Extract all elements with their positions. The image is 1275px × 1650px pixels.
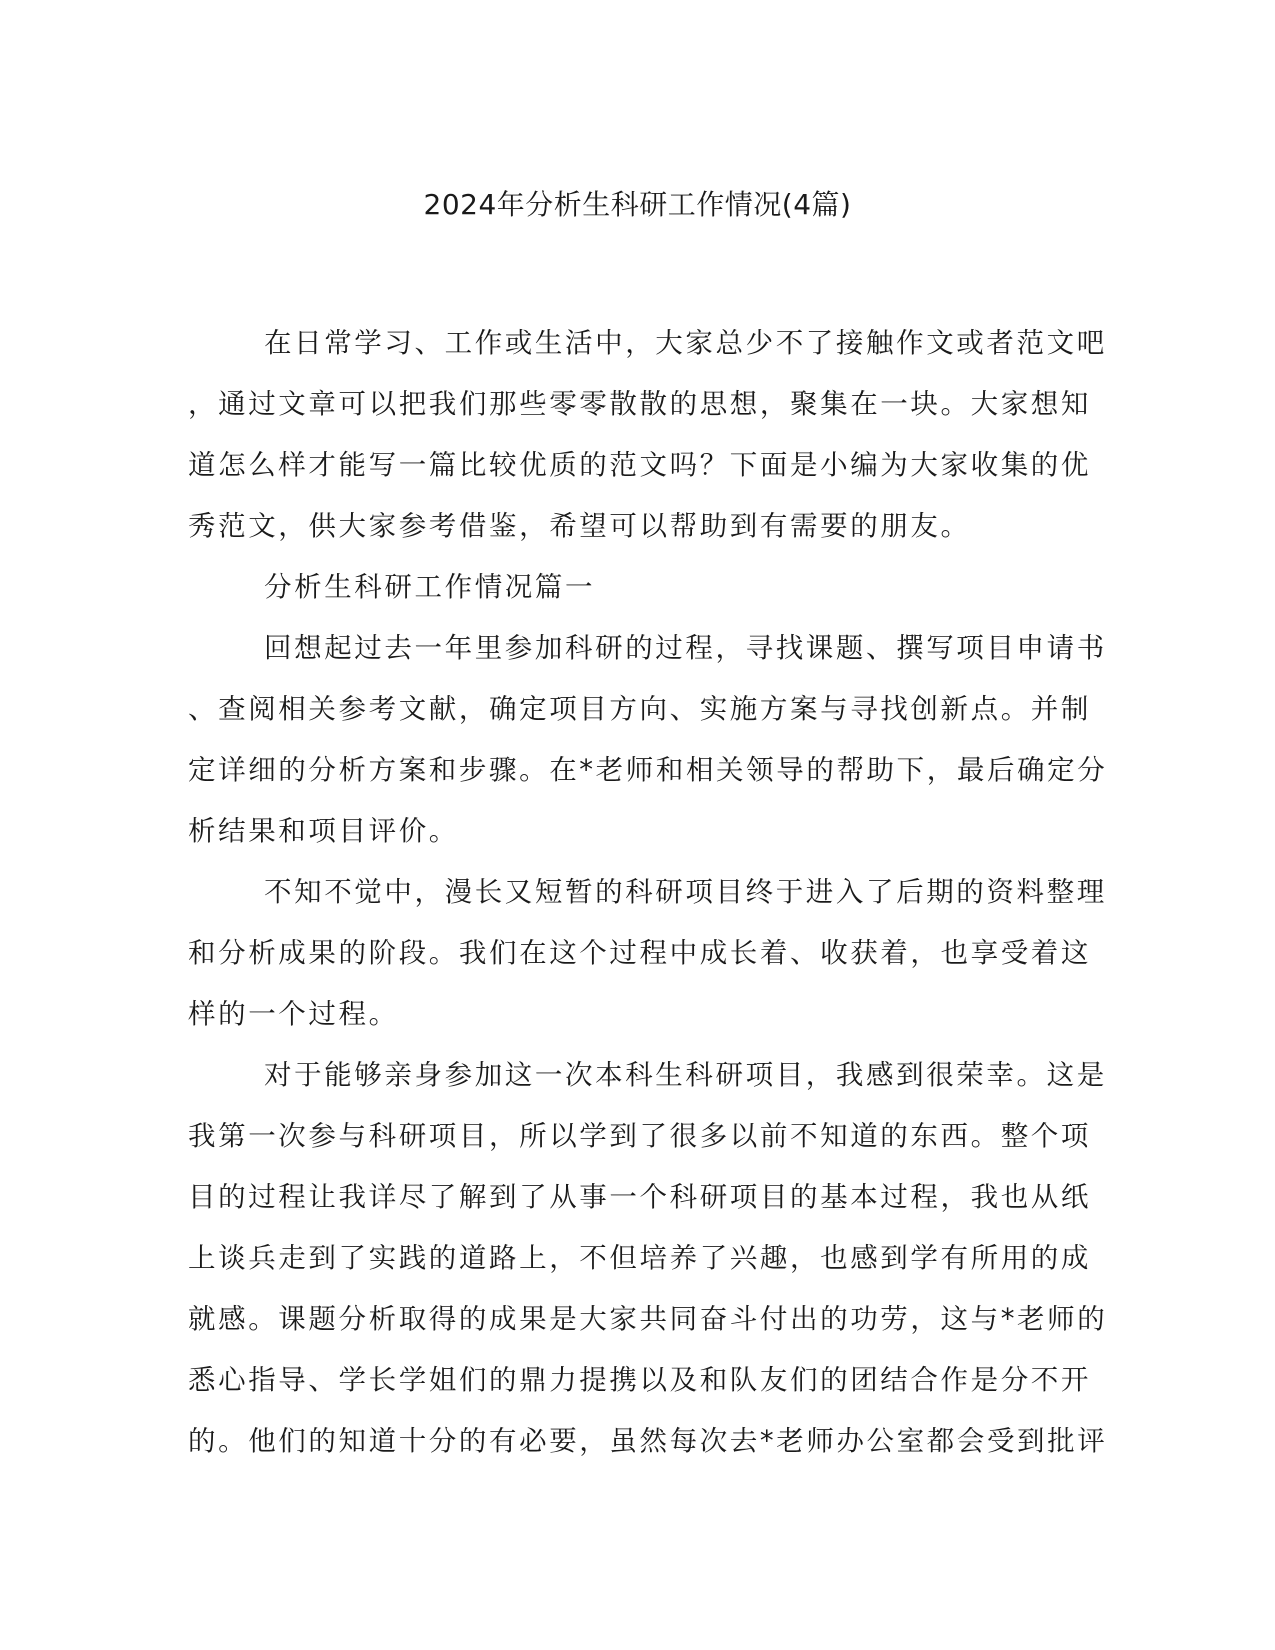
text-line: 上谈兵走到了实践的道路上，不但培养了兴趣，也感到学有所用的成 xyxy=(188,1242,1091,1274)
text-line: 对于能够亲身参加这一次本科生科研项目，我感到很荣幸。这是 xyxy=(264,1059,1107,1091)
text-line: ，通过文章可以把我们那些零零散散的思想，聚集在一块。大家想知 xyxy=(188,388,1091,420)
document-body xyxy=(188,323,1108,1482)
text-line: 在日常学习、工作或生活中，大家总少不了接触作文或者范文吧 xyxy=(264,327,1107,359)
text-line: 分析生科研工作情况篇一 xyxy=(264,571,596,603)
text-line: 析结果和项目评价。 xyxy=(188,815,459,847)
text-line: 、查阅相关参考文献，确定项目方向、实施方案与寻找创新点。并制 xyxy=(188,693,1091,725)
text-line: 悉心指导、学长学姐们的鼎力提携以及和队友们的团结合作是分不开 xyxy=(188,1364,1091,1396)
text-line: 目的过程让我详尽了解到了从事一个科研项目的基本过程，我也从纸 xyxy=(188,1181,1091,1213)
text-line: 就感。课题分析取得的成果是大家共同奋斗付出的功劳，这与*老师的 xyxy=(188,1303,1108,1335)
text-line: 样的一个过程。 xyxy=(188,998,399,1030)
text-line: 的。他们的知道十分的有必要，虽然每次去*老师办公室都会受到批评 xyxy=(188,1425,1108,1457)
document-title: 2024年分析生科研工作情况(4篇) xyxy=(423,188,852,221)
text-line: 回想起过去一年里参加科研的过程，寻找课题、撰写项目申请书 xyxy=(264,632,1107,664)
text-line: 秀范文，供大家参考借鉴，希望可以帮助到有需要的朋友。 xyxy=(188,510,971,542)
text-line: 不知不觉中，漫长又短暂的科研项目终于进入了后期的资料整理 xyxy=(264,876,1107,908)
text-line: 和分析成果的阶段。我们在这个过程中成长着、收获着，也享受着这 xyxy=(188,937,1091,969)
text-line: 我第一次参与科研项目，所以学到了很多以前不知道的东西。整个项 xyxy=(188,1120,1091,1152)
text-line: 定详细的分析方案和步骤。在*老师和相关领导的帮助下，最后确定分 xyxy=(188,754,1108,786)
text-line: 道怎么样才能写一篇比较优质的范文吗？下面是小编为大家收集的优 xyxy=(188,449,1091,481)
